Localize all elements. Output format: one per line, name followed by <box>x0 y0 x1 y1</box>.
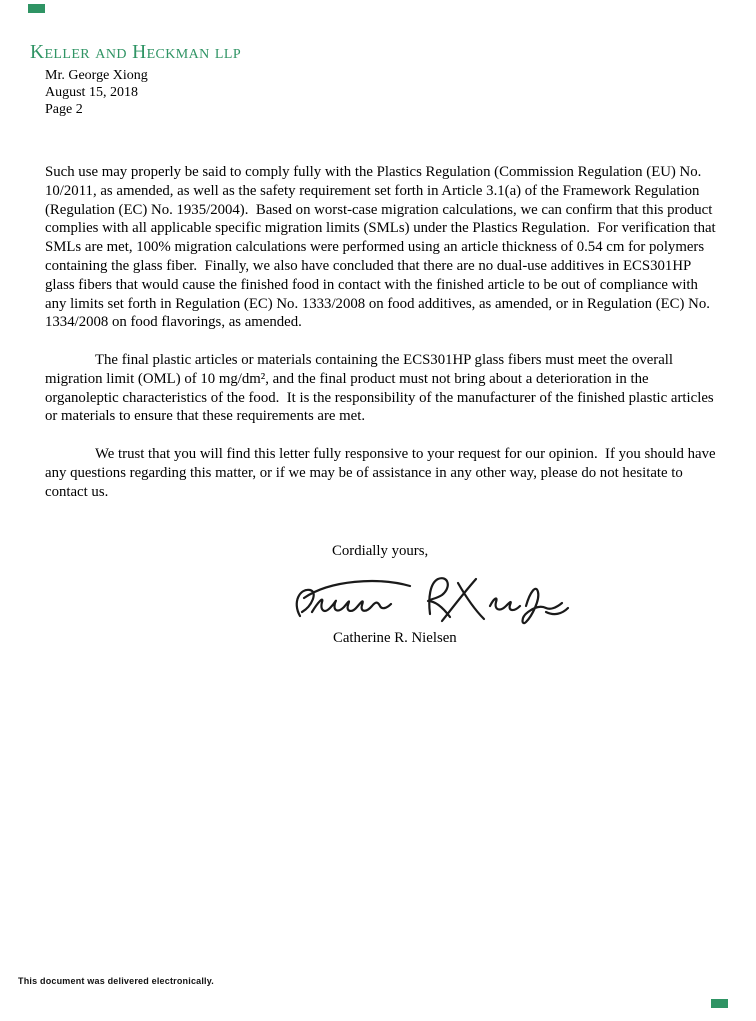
green-marker-bottom-right <box>711 999 728 1008</box>
valediction: Cordially yours, <box>332 543 429 559</box>
letter-body <box>45 163 721 520</box>
footer-note: This document was delivered electronically. <box>18 976 214 986</box>
body-paragraph-3: We trust that you will find this letter fully responsive to your request for our opinion. If you should have any questions regarding this matter, or if we may be of assistance in any other way, please do not hesitate to contact us. <box>45 445 720 500</box>
recipient-name: Mr. George Xiong <box>45 68 148 83</box>
green-marker-top-left <box>28 4 45 13</box>
header-block <box>45 67 148 118</box>
letterhead-firm-name: Keller and Heckman llp <box>30 42 242 63</box>
signer-name: Catherine R. Nielsen <box>333 630 457 646</box>
letter-date: August 15, 2018 <box>45 85 138 100</box>
body-paragraph-1: Such use may properly be said to comply fully with the Plastics Regulation (Commission Regulation (EU) No. 10/2011, as amended, as well as the safety requirement set forth in Article 3.1(a) of the Framework Regulation (Regulation (EC) No. 1935/2004). Based on worst-case migration calculations, we can confirm that this product complies with all applicable specific migration limits (SMLs) under the Plastics Regulation. For verification that SMLs are met, 100% migration calculations were performed using an article thickness of 0.54 cm for polymers containing the glass fiber. Finally, we also have concluded that there are no dual-use additives in ECS301HP glass fibers that would cause the finished food in contact with the finished article to be out of compliance with any limits set forth in Regulation (EC) No. 1333/2008 on food additives, as amended, or in Regulation (EC) No. 1334/2008 on food flavorings, as amended. <box>45 164 720 331</box>
body-paragraph-2: The final plastic articles or materials containing the ECS301HP glass fibers must meet the overall migration limit (OML) of 10 mg/dm², and the final product must not bring about a deterioration in the organoleptic characteristics of the food. It is the responsibility of the manufacturer of the finished plastic articles or materials to ensure that these requirements are met. <box>45 351 718 425</box>
page-number: Page 2 <box>45 102 83 117</box>
signature-image <box>290 570 570 634</box>
